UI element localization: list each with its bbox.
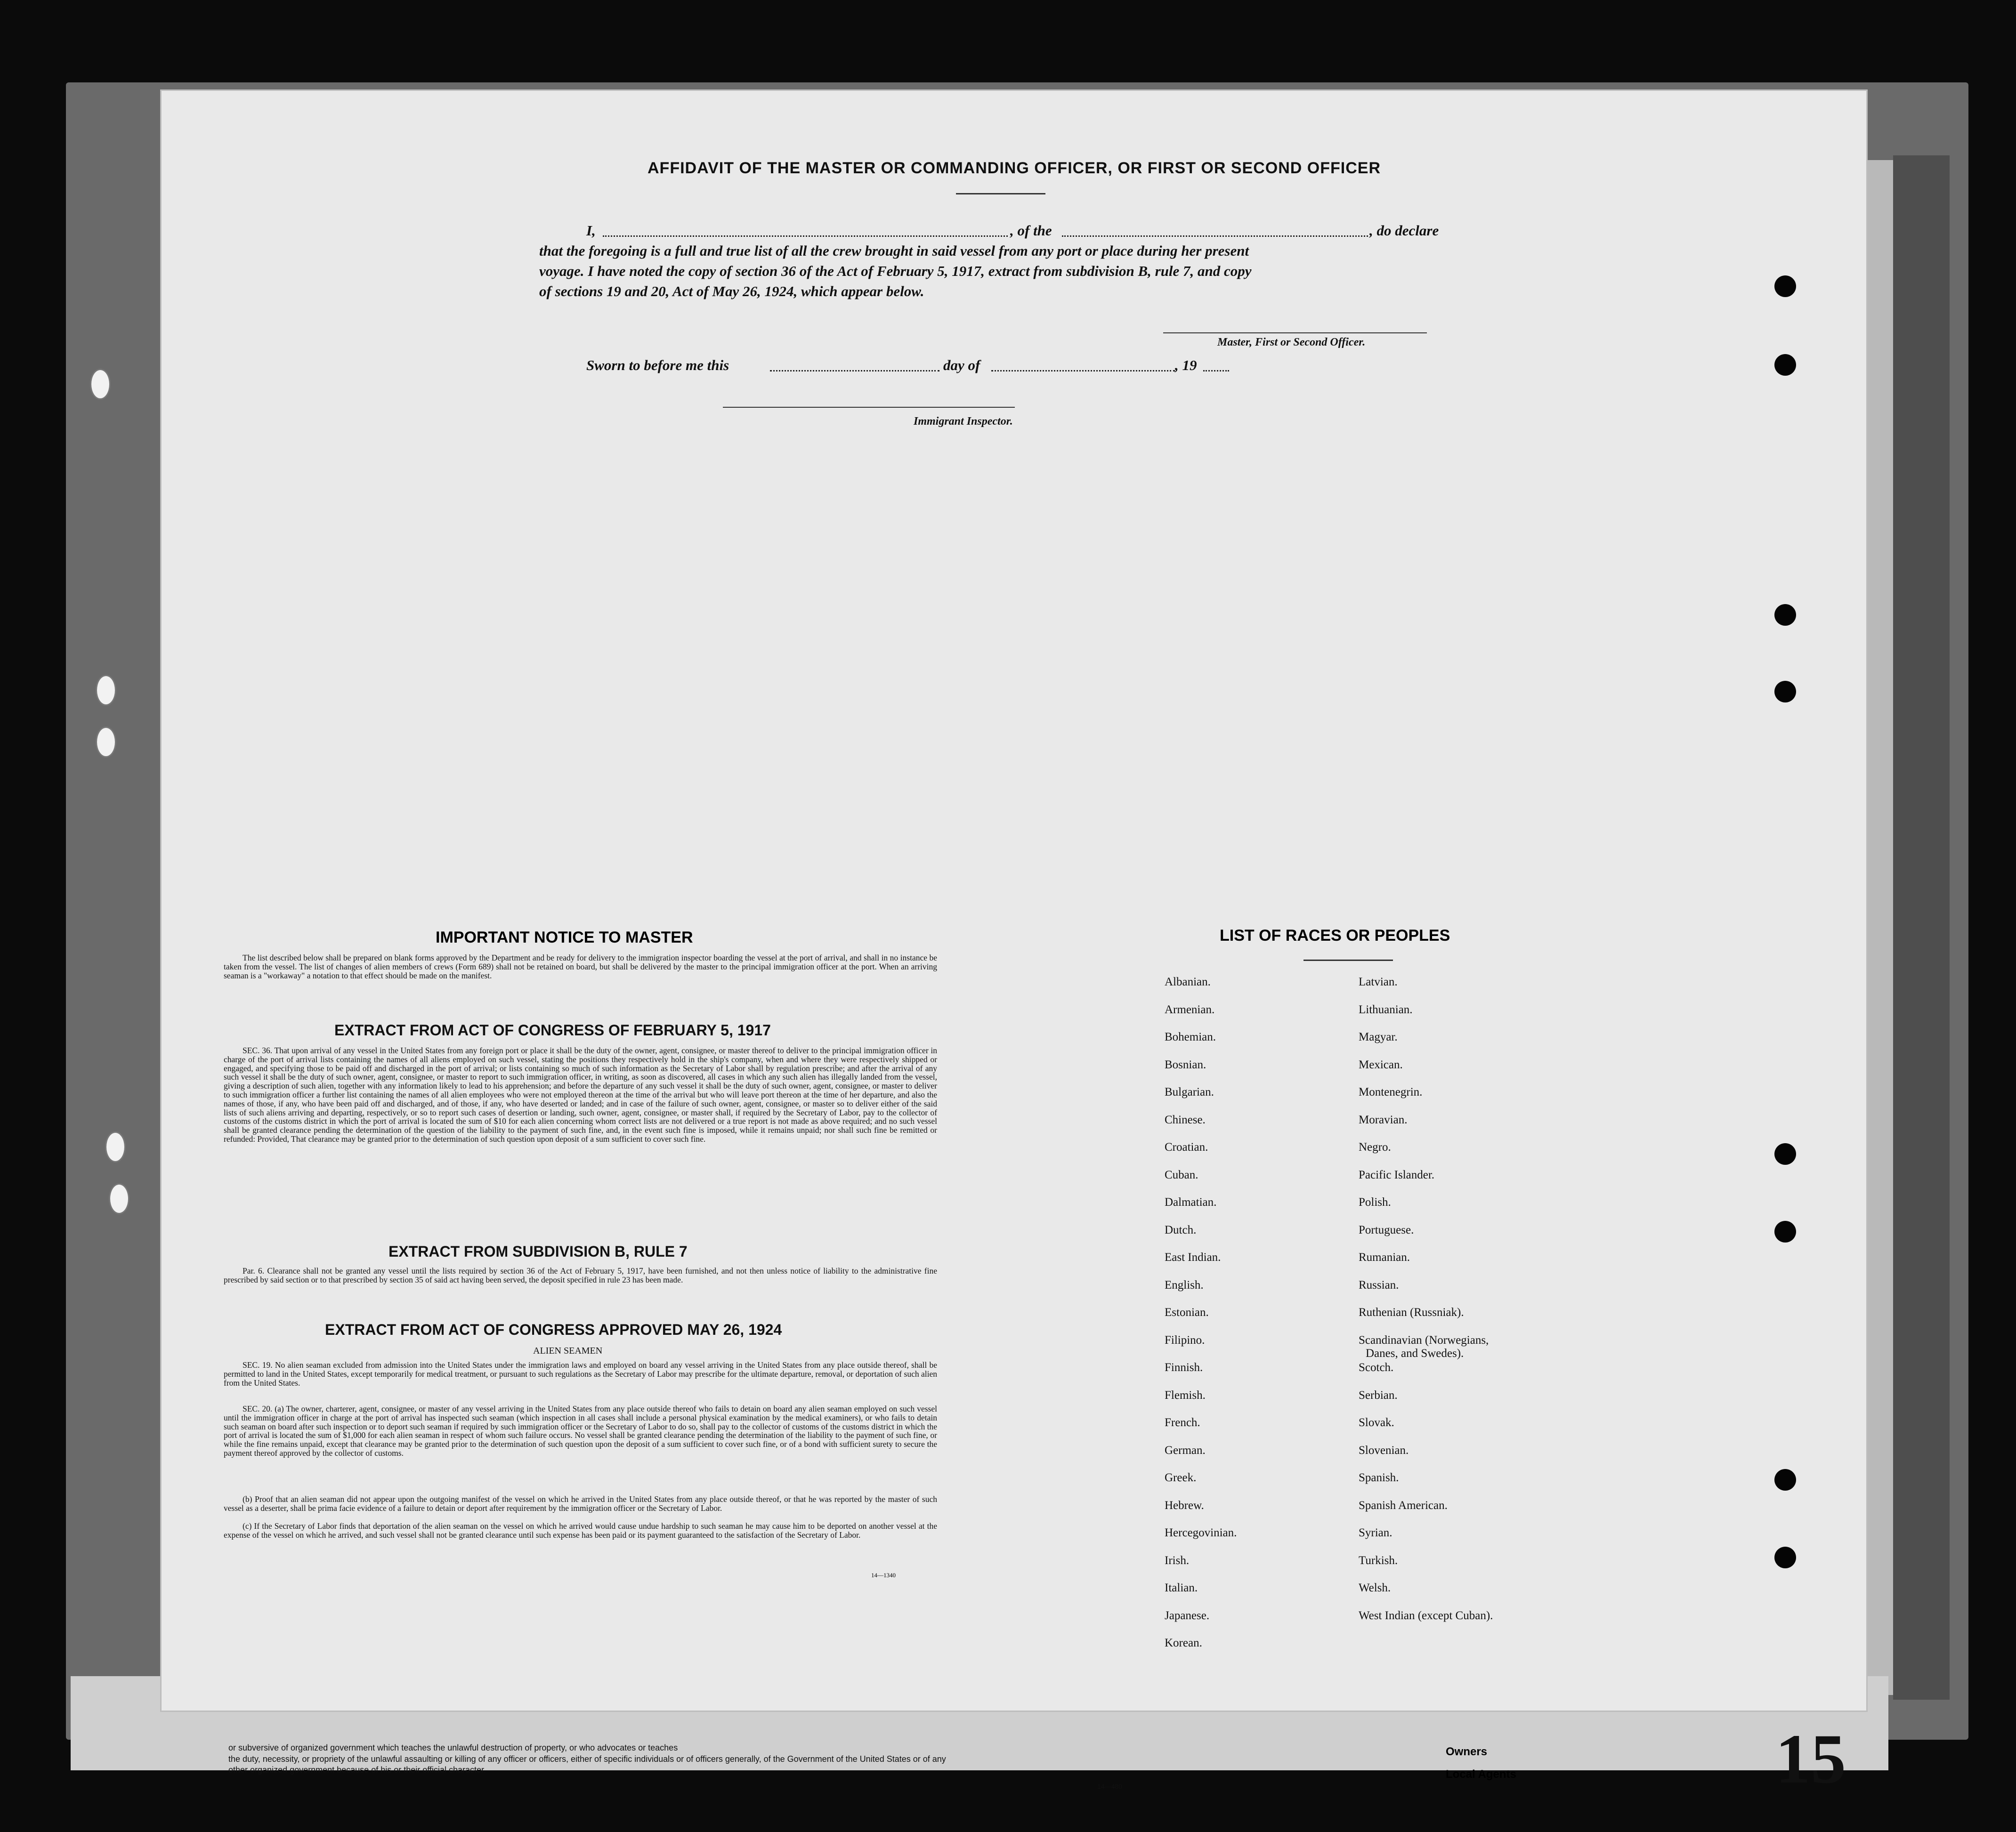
races-title: LIST OF RACES OR PEOPLES bbox=[1220, 927, 1450, 944]
race-item: Lithuanian. bbox=[1359, 1003, 1413, 1016]
footer-line-1: the duty, necessity, or propriety of the unlawful assaulting or killing of any officer or officers, either of specific individuals or of officers generally, of the Government of the United States or of any bbox=[228, 1754, 946, 1764]
main-sheet bbox=[160, 89, 1868, 1712]
local-agents-label: Local Agents bbox=[1446, 1768, 1516, 1781]
binder-hole bbox=[1774, 1221, 1796, 1243]
race-item: Filipino. bbox=[1165, 1333, 1205, 1347]
race-item: Armenian. bbox=[1165, 1003, 1215, 1016]
year-blank bbox=[1203, 370, 1229, 371]
race-item: German. bbox=[1165, 1444, 1206, 1457]
race-item: Ruthenian (Russniak). bbox=[1359, 1306, 1464, 1319]
race-item: Latvian. bbox=[1359, 976, 1398, 988]
alien-seamen-subtitle: ALIEN SEAMEN bbox=[533, 1346, 603, 1356]
race-item: West Indian (except Cuban). bbox=[1359, 1609, 1493, 1622]
affidavit-line-3: voyage. I have noted the copy of section 36 of the Act of February 5, 1917, extract from subdivision B, rule 7, and copy bbox=[539, 263, 1252, 279]
race-item: Estonian. bbox=[1165, 1306, 1209, 1319]
punch-hole bbox=[96, 726, 116, 758]
race-item: Danes, and Swedes). bbox=[1366, 1347, 1464, 1360]
race-item: Chinese. bbox=[1165, 1113, 1206, 1126]
binder-tab bbox=[1893, 155, 1950, 1700]
race-item: Finnish. bbox=[1165, 1361, 1203, 1374]
punch-hole bbox=[105, 1131, 126, 1162]
race-item: Polish. bbox=[1359, 1196, 1391, 1209]
master-label: Master, First or Second Officer. bbox=[1217, 336, 1366, 348]
divider bbox=[956, 193, 1045, 194]
race-item: Hercegovinian. bbox=[1165, 1526, 1237, 1539]
affidavit-of-the: , of the bbox=[1010, 222, 1052, 239]
race-item: Bulgarian. bbox=[1165, 1086, 1214, 1098]
notice-title: IMPORTANT NOTICE TO MASTER bbox=[436, 928, 693, 946]
sworn-month-blank bbox=[991, 370, 1175, 371]
sec20a-body: SEC. 20. (a) The owner, charterer, agent, consignee, or master of any vessel arriving in the United States from any place outside thereof who fails to detain on board any alien seaman employed on such vessel until the immigration officer in charge at the port of arrival has inspected such seaman (which inspection in all cases shall include a personal physical examination by the medical examiners), or who fails to detain such seaman on board after such inspection or to deport such seaman if required by such immigration officer or the Secretary of Labor to do so, shall pay to the collector of customs of the customs district in which the port of arrival is located the sum of $1,000 for each alien seaman in respect of whom such failure occurs. No vessel shall be granted clearance pending the determination of the liability to the payment of such fine, or while the fine remains unpaid, except that clearance may be granted prior to the determination of such question upon the deposit of a sum sufficient to cover such fine, or of a bond with sufficient surety to secure the payment thereof approved by the collector of customs. bbox=[224, 1404, 937, 1458]
race-item: Turkish. bbox=[1359, 1554, 1398, 1567]
binder-hole bbox=[1774, 681, 1796, 702]
footer-line-0: or subversive of organized government which teaches the unlawful destruction of property, or who advocates or teaches bbox=[228, 1743, 678, 1752]
race-item: Scandinavian (Norwegians, bbox=[1359, 1333, 1489, 1347]
race-item: Bosnian. bbox=[1165, 1058, 1206, 1071]
affidavit-title: AFFIDAVIT OF THE MASTER OR COMMANDING OFFICER, OR FIRST OR SECOND OFFICER bbox=[648, 159, 1381, 177]
race-item: Bohemian. bbox=[1165, 1031, 1216, 1043]
owners-label: Owners bbox=[1446, 1745, 1488, 1758]
inspector-label: Immigrant Inspector. bbox=[914, 415, 1013, 428]
race-item: Rumanian. bbox=[1359, 1251, 1410, 1264]
rule7-body: Par. 6. Clearance shall not be granted any vessel until the lists required by section 36 of the Act of February 5, 1917, have been furnished, and not then unless notice of liability to the administrative fine prescribed by said section or to that prescribed by section 35 of said act having been served, the deposit specified in rule 23 has been made. bbox=[224, 1266, 937, 1284]
race-item: Cuban. bbox=[1165, 1168, 1198, 1181]
binder-hole bbox=[1774, 354, 1796, 376]
race-item: Flemish. bbox=[1165, 1388, 1206, 1402]
race-item: Russian. bbox=[1359, 1278, 1399, 1291]
footer-form-number: 14—480 bbox=[1097, 1783, 1122, 1790]
extract-1917-title: EXTRACT FROM ACT OF CONGRESS OF FEBRUARY 5, 1917 bbox=[334, 1022, 771, 1039]
notice-form-number: 14—1340 bbox=[871, 1572, 896, 1579]
race-item: Italian. bbox=[1165, 1582, 1198, 1594]
race-item: Hebrew. bbox=[1165, 1499, 1204, 1512]
race-item: Spanish. bbox=[1359, 1471, 1399, 1484]
binder-hole bbox=[1774, 1143, 1796, 1165]
race-item: Moravian. bbox=[1359, 1113, 1408, 1126]
binder-hole bbox=[1774, 1469, 1796, 1491]
year-label: , 19 bbox=[1175, 357, 1197, 373]
sec19-body: SEC. 19. No alien seaman excluded from admission into the United States under the immigration laws and employed on board any vessel arriving in the United States from any place outside thereof, shall be permitted to land in the United States, except temporarily for medical treatment, or pursuant to such regulations as the Secretary of Labor may prescribe for the ultimate departure, removal, or deportation of such alien from the United States. bbox=[224, 1360, 937, 1388]
race-item: Syrian. bbox=[1359, 1526, 1393, 1539]
race-item: Dutch. bbox=[1165, 1223, 1197, 1236]
race-item: Dalmatian. bbox=[1165, 1196, 1217, 1209]
race-item: Montenegrin. bbox=[1359, 1086, 1423, 1098]
race-item: Mexican. bbox=[1359, 1058, 1403, 1071]
sworn-label: Sworn to before me this bbox=[586, 357, 729, 373]
race-item: Greek. bbox=[1165, 1471, 1197, 1484]
race-item: Japanese. bbox=[1165, 1609, 1210, 1622]
affidavit-line-2: that the foregoing is a full and true list of all the crew brought in said vessel from any port or place during her present bbox=[539, 242, 1249, 259]
race-item: Serbian. bbox=[1359, 1388, 1398, 1402]
name-blank bbox=[603, 235, 1008, 237]
binder-hole bbox=[1774, 275, 1796, 297]
race-item: Welsh. bbox=[1359, 1582, 1391, 1594]
affidavit-line-4: of sections 19 and 20, Act of May 26, 1924, which appear below. bbox=[539, 283, 924, 299]
race-item: English. bbox=[1165, 1278, 1204, 1291]
footer-line-2: other organized government because of his or their official character. bbox=[228, 1765, 486, 1775]
race-item: Slovenian. bbox=[1359, 1444, 1409, 1457]
race-item: Croatian. bbox=[1165, 1141, 1208, 1154]
binder-hole bbox=[1774, 604, 1796, 626]
race-item: Pacific Islander. bbox=[1359, 1168, 1435, 1181]
notice-body: The list described below shall be prepared on blank forms approved by the Department and be ready for delivery to the immigration inspector boarding the vessel at the port of arrival, and shall in no instance be taken from the vessel. The list of changes of alien members of crews (Form 689) shall not be retained on board, but shall be delivered by the master to the principal immigration officer at the port. When an arriving seaman is a "workaway" a notation to that effect should be made on the manifest. bbox=[224, 953, 937, 980]
race-item: Irish. bbox=[1165, 1554, 1190, 1567]
race-item: Portuguese. bbox=[1359, 1223, 1414, 1236]
sheet-number: 15 bbox=[1775, 1720, 1846, 1798]
race-item: Korean. bbox=[1165, 1637, 1202, 1649]
inspector-signature-line bbox=[723, 407, 1015, 408]
race-item: East Indian. bbox=[1165, 1251, 1221, 1264]
race-item: Spanish American. bbox=[1359, 1499, 1448, 1512]
race-item: Slovak. bbox=[1359, 1416, 1394, 1429]
rule7-title: EXTRACT FROM SUBDIVISION B, RULE 7 bbox=[389, 1243, 688, 1260]
day-of-label: day of bbox=[943, 357, 980, 373]
binder-hole bbox=[1774, 1547, 1796, 1568]
race-item: French. bbox=[1165, 1416, 1200, 1429]
punch-hole bbox=[109, 1183, 130, 1214]
race-item: Magyar. bbox=[1359, 1031, 1398, 1043]
punch-hole bbox=[90, 369, 111, 400]
races-divider bbox=[1304, 960, 1393, 961]
race-item: Scotch. bbox=[1359, 1361, 1394, 1374]
signature-line bbox=[1163, 332, 1427, 333]
race-item: Albanian. bbox=[1165, 976, 1211, 988]
vessel-blank bbox=[1062, 235, 1368, 237]
sworn-day-blank bbox=[770, 370, 939, 371]
sec20b-body: (b) Proof that an alien seaman did not appear upon the outgoing manifest of the vessel on which he arrived in the United States from any place outside thereof, or that he was reported by the master of such vessel as a deserter, shall be prima facie evidence of a failure to detain or deport after requirement by the immigration officer or the Secretary of Labor. bbox=[224, 1494, 937, 1513]
punch-hole bbox=[96, 675, 116, 706]
affidavit-i: I, bbox=[586, 222, 596, 239]
sec20c-body: (c) If the Secretary of Labor finds that deportation of the alien seaman on the vessel on which he arrived would cause undue hardship to such seaman he may cause him to be deported on another vessel at the expense of the vessel on which he arrived, and such vessel shall not be granted clearance until such expense has been paid or its payment guaranteed to the satisfaction of the Secretary of Labor. bbox=[224, 1521, 937, 1540]
extract-1924-title: EXTRACT FROM ACT OF CONGRESS APPROVED MAY 26, 1924 bbox=[325, 1321, 782, 1338]
extract-1917-body: SEC. 36. That upon arrival of any vessel in the United States from any foreign port or place it shall be the duty of the owner, agent, consignee, or master thereof to deliver to the principal immigration officer in charge of the port of arrival lists containing the names of all aliens employed on such vessel, stating the positions they respectively hold in the ship's company, when and where they were respectively shipped or engaged, and specifying those to be paid off and discharged in the port of arrival; or lists containing so much of such information as the Secretary of Labor shall by regulation prescribe; and after the arrival of any such vessel it shall be the duty of such owner, agent, consignee, or master to report to such immigration officer, in writing, as soon as discovered, all cases in which any such alien has illegally landed from the vessel, giving a description of such alien, together with any information likely to lead to his apprehension; and before the departure of any such vessel it shall be the duty of such owner, agent, consignee, or master to deliver to such immigration officer a further list containing the names of all alien employees who were not employed thereon at the time of the arrival but who will leave port thereon at the time of her departure, and also the names of those, if any, who have been paid off and discharged, and of those, if any, who have deserted or landed; and in case of the failure of such owner, agent, consignee, or master so to deliver either of the said lists of such aliens arriving and departing, respectively, or so to report such cases of desertion or landing, such owner, agent, consignee, or master shall, if required by the Secretary of Labor, pay to the collector of customs of the customs district in which the port of arrival is located the sum of $10 for each alien concerning whom correct lists are not delivered or a true report is not made as above required; and no such vessel shall be granted clearance pending the determination of the question of the liability to the payment of such fine, and, in the event such fine is imposed, while it remains unpaid; nor shall such fine be remitted or refunded: Provided, That clearance may be granted prior to the determination of such question upon deposit of a sum sufficient to cover such fine. bbox=[224, 1046, 937, 1144]
affidavit-do-declare: , do declare bbox=[1369, 222, 1439, 239]
race-item: Negro. bbox=[1359, 1141, 1391, 1154]
